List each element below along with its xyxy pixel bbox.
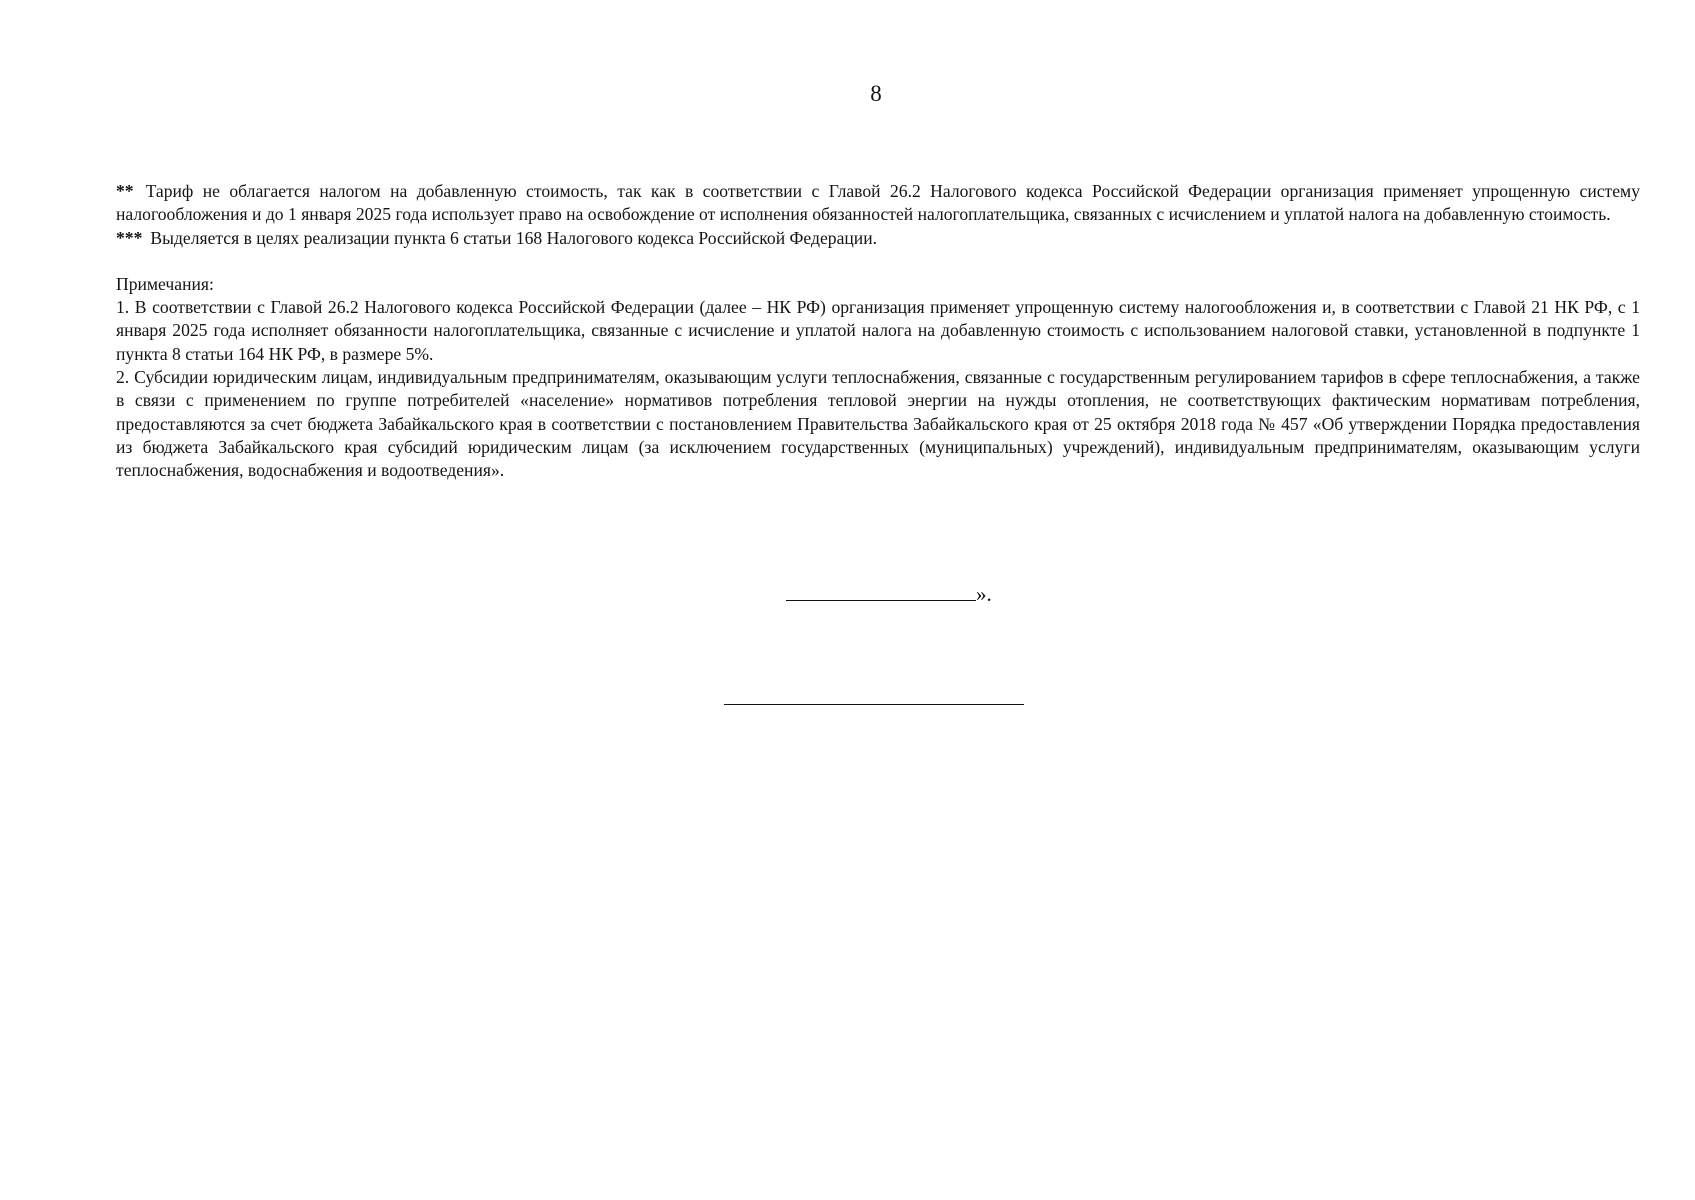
note-item-1: 1. В соответствии с Главой 26.2 Налогового кодекса Российской Федерации (далее – НК РФ) организация применяет упрощенную систему налогообложения и, в соответствии с Главой 21 НК РФ, с 1 января 2025 года исполняет обязанности налогоплательщика, связанные с исчисление и уплатой налога на добавленную стоимость с использованием налоговой ставки, установленной в подпункте 1 пункта 8 статьи 164 НК РФ, в размере 5%. <box>116 297 1640 364</box>
footnote-text: Тариф не облагается налогом на добавленную стоимость, так как в соответствии с Главой 26.2 Налогового кодекса Российской Федерации организация применяет упрощенную систему налогообложения и до 1 января 2025 года использует право на освобождение от исполнения обязанностей налогоплательщика, связанных с исчислением и уплатой налога на добавленную стоимость. <box>116 181 1640 225</box>
footnote-triple-asterisk <box>116 227 1640 250</box>
end-of-document-rule <box>724 704 1024 705</box>
footnote-mark: *** <box>116 227 143 248</box>
notes-title: Примечания: <box>116 273 214 294</box>
page-number: 8 <box>870 81 882 106</box>
closing-quote: ». <box>976 582 992 606</box>
spacer <box>116 250 1640 273</box>
footnote-mark: ** <box>116 181 134 201</box>
closing-line <box>786 582 992 612</box>
note-item-2: 2. Субсидии юридическим лицам, индивидуальным предпринимателям, оказывающим услуги теплоснабжения, связанные с государственным регулированием тарифов в сфере теплоснабжения, а также в связи с применением по группе потребителей «население» нормативов потребления тепловой энергии на нужды отопления, не соответствующих фактическим нормативам потребления, предоставляются за счет бюджета Забайкальского края в соответствии с постановлением Правительства Забайкальского края от 25 октября 2018 года № 457 «Об утверждении Порядка предоставления из бюджета Забайкальского края субсидий юридическим лицам (за исключением государственных (муниципальных) учреждений), индивидуальным предпринимателям, оказывающим услуги теплоснабжения, водоснабжения и водоотведения». <box>116 367 1640 481</box>
footnote-double-asterisk <box>116 180 1640 227</box>
blank-underline <box>786 582 976 601</box>
footnote-text: Выделяется в целях реализации пункта 6 статьи 168 Налогового кодекса Российской Федерации. <box>150 227 878 248</box>
document-body <box>116 180 1640 483</box>
